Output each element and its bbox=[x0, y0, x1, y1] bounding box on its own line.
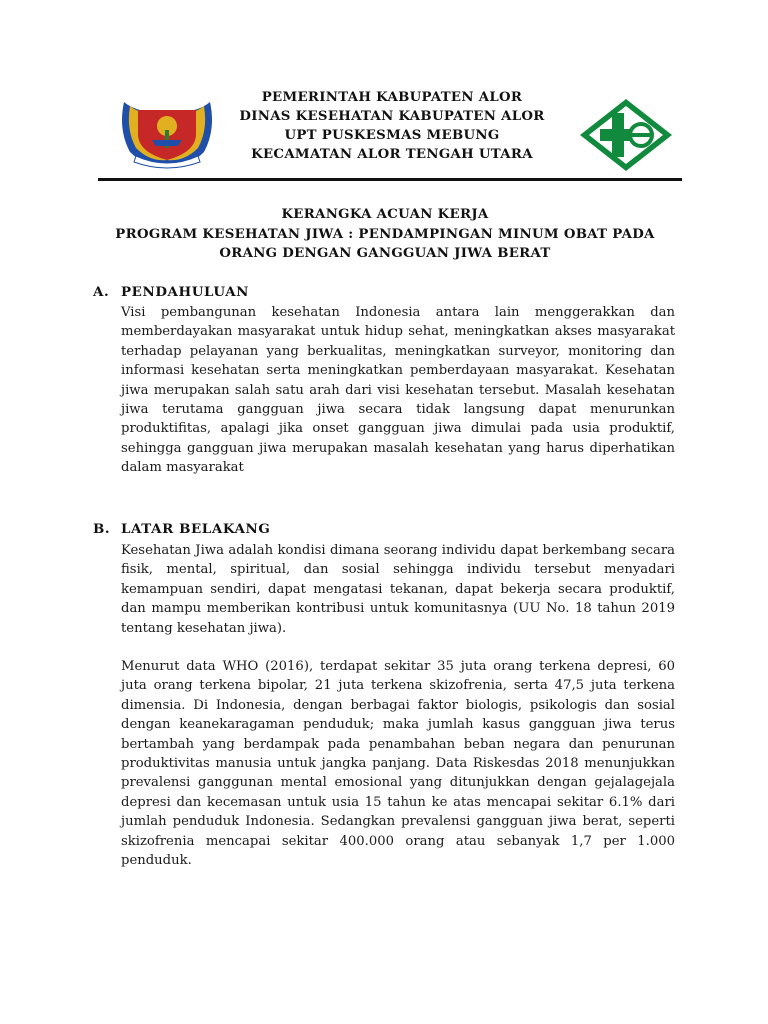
title-line-3: ORANG DENGAN GANGGUAN JIWA BERAT bbox=[219, 246, 551, 261]
letterhead-divider bbox=[98, 178, 682, 181]
section-b-paragraph-1: Kesehatan Jiwa adalah kondisi dimana seorang individu dapat berkembang secara fisik, mental, spiritual, dan sosial sehingga individu tersebut menyadari kemampuan sendiri, dapat mengatasi tekanan, dapat bekerja secara produktif, dan mampu memberikan kontribusi untuk komunitasnya (UU No. 18 tahun 2019 tentang kesehatan jiwa). bbox=[121, 543, 675, 636]
section-b-paragraph-2: Menurut data WHO (2016), terdapat sekitar 35 juta orang terkena depresi, 60 juta orang terkena bipolar, 21 juta terkena skizofrenia, serta 47,5 juta terkena dimensia. Di Indonesia, dengan berbagai faktor biologis, psikologis dan sosial dengan keanekaragaman penduduk; maka jumlah kasus gangguan jiwa terus bertambah yang berdampak pada penambahan beban negara dan penurunan produktivitas manusia untuk jangka panjang. Data Riskesdas 2018 menunjukkan prevalensi ganggunan mental emosional yang ditunjukkan dengan gejalagejala depresi dan kecemasan untuk usia 15 tahun ke atas mencapai sekitar 6.1% dari jumlah penduduk Indonesia. Sedangkan prevalensi gangguan jiwa berat, seperti skizofrenia mencapai sekitar 400.000 orang atau sebanyak 1,7 per 1.000 penduduk. bbox=[121, 659, 675, 869]
title-line-1: KERANGKA ACUAN KERJA bbox=[281, 207, 489, 222]
puskesmas-logo-icon bbox=[578, 97, 674, 173]
title-line-2: PROGRAM KESEHATAN JIWA : PENDAMPINGAN MINUM OBAT PADA bbox=[115, 226, 655, 242]
document-title bbox=[80, 205, 690, 264]
letterhead-department: DINAS KESEHATAN KABUPATEN ALOR bbox=[239, 109, 545, 124]
letterhead-district: KECAMATAN ALOR TENGAH UTARA bbox=[251, 147, 533, 162]
section-a-title: PENDAHULUAN bbox=[121, 284, 250, 300]
section-b-letter: B. bbox=[93, 521, 111, 537]
letterhead bbox=[200, 88, 584, 164]
section-b-heading bbox=[93, 521, 270, 537]
letterhead-unit: UPT PUSKESMAS MEBUNG bbox=[284, 128, 500, 143]
section-a-paragraph: Visi pembangunan kesehatan Indonesia antara lain menggerakkan dan memberdayakan masyarakat untuk hidup sehat, meningkatkan akses masyarakat terhadap pelayanan yang berkualitas, meningkatkan surveyor, monitoring dan informasi kesehatan serta meningkatkan pemberdayaan masyarakat. Kesehatan jiwa merupakan salah satu arah dari visi kesehatan tersebut. Masalah kesehatan jiwa terutama gangguan jiwa secara tidak langsung dapat menurunkan produktifitas, apalagi jika onset gangguan jiwa dimulai pada usia produktif, sehingga gangguan jiwa merupakan masalah kesehatan yang harus diperhatikan dalam masyarakat bbox=[121, 305, 675, 476]
section-a-letter: A. bbox=[93, 284, 110, 300]
letterhead-government: PEMERINTAH KABUPATEN ALOR bbox=[261, 90, 523, 105]
section-b-title: LATAR BELAKANG bbox=[121, 521, 271, 537]
section-a-heading bbox=[93, 284, 249, 300]
